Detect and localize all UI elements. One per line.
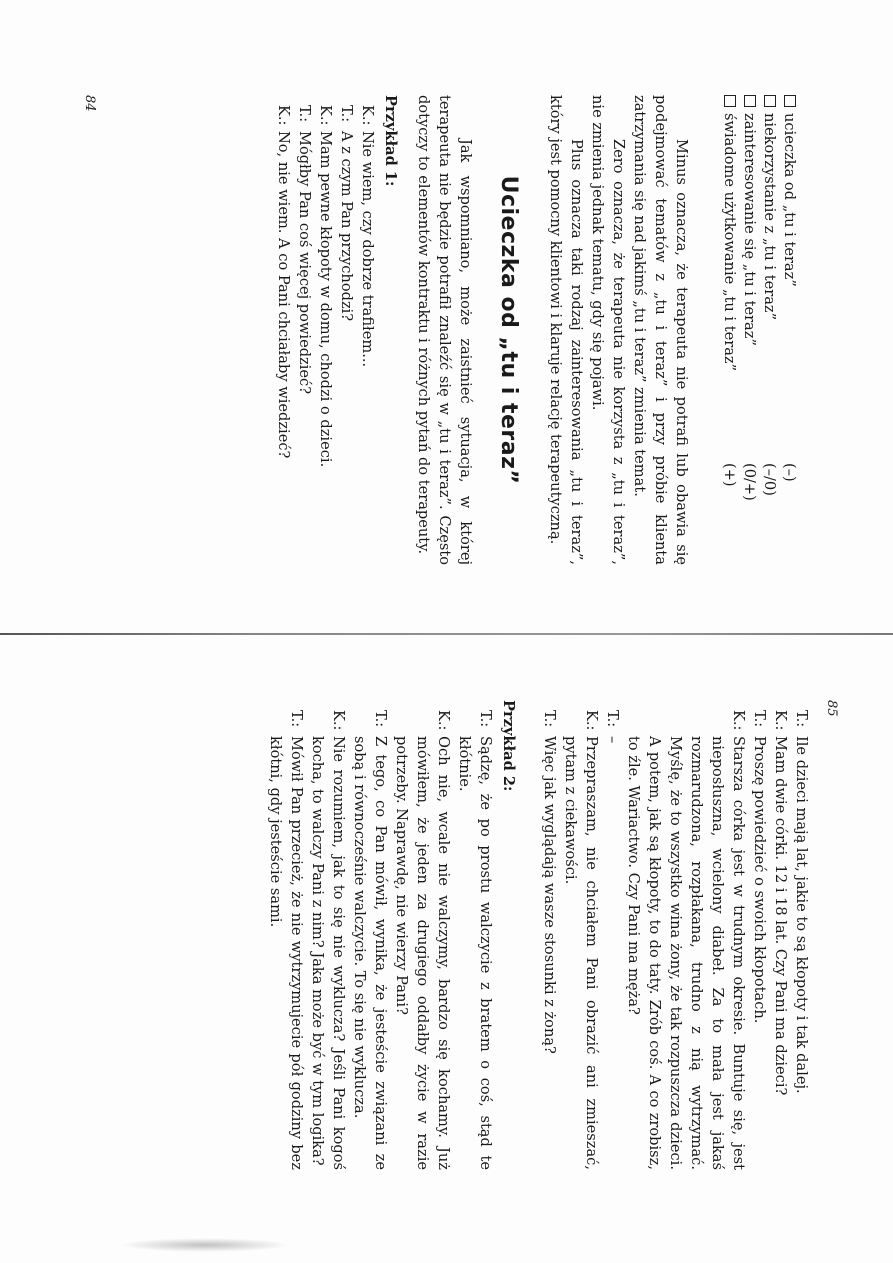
dialog-line [357, 95, 378, 565]
speaker-label: T.: [288, 710, 305, 728]
dialog-continuation [539, 700, 812, 1170]
page-number: 85 [824, 700, 839, 717]
dialog-line [539, 700, 560, 1170]
dialog-line [307, 700, 349, 1170]
dialog-line [749, 700, 770, 1170]
speaker-label: K.: [583, 710, 600, 731]
speaker-label: T.: [541, 710, 558, 728]
checkbox-icon [784, 95, 796, 107]
dialog-line [349, 700, 391, 1170]
legend-label: niekorzystanie z „tu i teraz” [761, 113, 779, 321]
dialog-text: Starsza córka jest w trudnym okresie. Buntuje się, jest nieposłuszna, wcielony diabeł. Za to mała jest jakaś rozmarudzona, rozpłakana, trudno z nią wytrzymać. Myślę, że to wszystko wina żony, że tak rozpuszcza dzieci. A potem, jak są kłopoty, to do taty. Zrób coś. A co zrobisz, to źle. Wariactwo. Czy Pani ma męża? [625, 736, 747, 1170]
dialog-text: Mam dwie córki. 12 i 18 lat. Czy Pani ma dzieci? [772, 736, 789, 1096]
checkbox-icon [724, 95, 736, 107]
dialog-line [336, 95, 357, 565]
page-number: 84 [82, 95, 97, 112]
dialog-line [602, 700, 623, 1170]
dialog-text: Nie rozumiem, jak to się nie wyklucza? Jeśli Pani kogoś kocha, to walczy Pani z nim? Jaka może być w tym logika? [309, 736, 347, 1170]
speaker-label: K.: [730, 710, 747, 731]
page-85 [92, 700, 839, 1170]
dialog-text: – [604, 736, 621, 744]
legend-sign: (0/+) [741, 463, 759, 501]
page-84 [80, 95, 800, 565]
dialog-text: Więc jak wyglądają wasze stosunki z żoną? [541, 736, 558, 1054]
legend-label: ucieczka od „tu i teraz” [781, 113, 799, 287]
dialog-text: Mówił Pan przecież, że nie wytrzymujecie pół godziny bez kłótni, gdy jesteście sami. [267, 736, 305, 1170]
legend-item [740, 95, 760, 565]
legend-item [760, 95, 780, 565]
example-title: Przykład 2: [500, 700, 517, 792]
legend-sign: (+) [721, 463, 739, 487]
paragraph-intro: Jak wspomniano, może zaistnieć sytuacja, w której terapeuta nie będzie potrafił znaleźć się w „tu i teraz”. Często dotyczy to elementów kontraktu i różnych pytań do terapeuty. [415, 95, 474, 565]
dialog-line [791, 700, 812, 1170]
paragraph-plus: Plus oznacza taki rodzaj zainteresowania „tu i teraz”, który jest pomocny klientowi i klaruje relację terapeutyczną. [547, 95, 585, 565]
dialog-example-2 [265, 700, 496, 1170]
dialog-text: Sądzę, że po prostu walczycie z bratem o coś, stąd te kłótnie. [456, 736, 494, 1170]
legend-sign: (–) [781, 463, 799, 482]
dialog-text: Mam pewne kłopoty w domu, chodzi o dzieci. [317, 131, 334, 468]
speaker-label: K.: [317, 105, 334, 126]
dialog-line [770, 700, 791, 1170]
speaker-label: K.: [359, 105, 376, 126]
dialog-line [391, 700, 454, 1170]
speaker-label: T.: [751, 710, 768, 728]
speaker-label: K.: [330, 710, 347, 731]
legend-label: świadome użytkowanie „tu i teraz” [721, 113, 739, 372]
dialog-line [560, 700, 602, 1170]
example-title: Przykład 1: [382, 95, 399, 187]
speaker-label: T.: [604, 710, 621, 728]
speaker-label: K.: [435, 710, 452, 731]
dialog-line [265, 700, 307, 1170]
dialog-line [454, 700, 496, 1170]
dialog-text: Mógłby Pan coś więcej powiedzieć? [296, 131, 313, 395]
paragraph-minus: Minus oznacza, że terapeuta nie potrafi lub obawia się podejmować tematów z „tu i teraz” i przy próbie klienta zatrzymania się nad jakimś „tu i teraz” zmienia temat. [631, 95, 690, 565]
dialog-text: Przepraszam, nie chciałem Pani obrazić ani zmieszać, pytam z ciekawości. [562, 736, 600, 1170]
dialog-text: No, nie wiem. A co Pani chciałaby wiedzieć? [275, 131, 292, 459]
paragraph-zero: Zero oznacza, że terapeuta nie korzysta z „tu i teraz”, nie zmienia jednak tematu, gdy się pojawi. [589, 95, 627, 565]
dialog-text: Ile dzieci mają lat, jakie to są kłopoty i tak dalej. [793, 736, 810, 1094]
legend-list [720, 95, 800, 565]
speaker-label: T.: [296, 105, 313, 123]
dialog-text: Proszę powiedzieć o swoich kłopotach. [751, 736, 768, 1024]
speaker-label: K.: [772, 710, 789, 731]
legend-item [780, 95, 800, 565]
dialog-text: Nie wiem, czy dobrze trafiłem... [359, 131, 376, 368]
checkbox-icon [764, 95, 776, 107]
dialog-line [623, 700, 749, 1170]
speaker-label: T.: [372, 710, 389, 728]
page-fold-divider [0, 633, 893, 635]
scan-smudge [120, 1238, 290, 1252]
legend-label: zainteresowanie się „tu i teraz” [741, 113, 759, 346]
speaker-label: T.: [793, 710, 810, 728]
legend-sign: (–/0) [761, 463, 779, 496]
dialog-line [273, 95, 294, 565]
checkbox-icon [744, 95, 756, 107]
dialog-line [315, 95, 336, 565]
speaker-label: T.: [338, 105, 355, 123]
dialog-text: A z czym Pan przychodzi? [338, 131, 355, 322]
dialog-text: Z tego, co Pan mówił, wynika, że jesteście związani ze sobą i równocześnie walczycie. To się nie wyklucza. [351, 736, 389, 1170]
dialog-line [294, 95, 315, 565]
dialog-example-1 [273, 95, 378, 565]
legend-item [720, 95, 740, 565]
speaker-label: T.: [477, 710, 494, 728]
dialog-text: Och nie, wcale nie walczymy, bardzo się kochamy. Już mówiłem, że jeden za drugiego oddałby życie w razie potrzeby. Naprawdę, nie wierzy Pani? [393, 736, 452, 1170]
speaker-label: K.: [275, 105, 292, 126]
section-title: Ucieczka od „tu i teraz” [496, 175, 521, 485]
